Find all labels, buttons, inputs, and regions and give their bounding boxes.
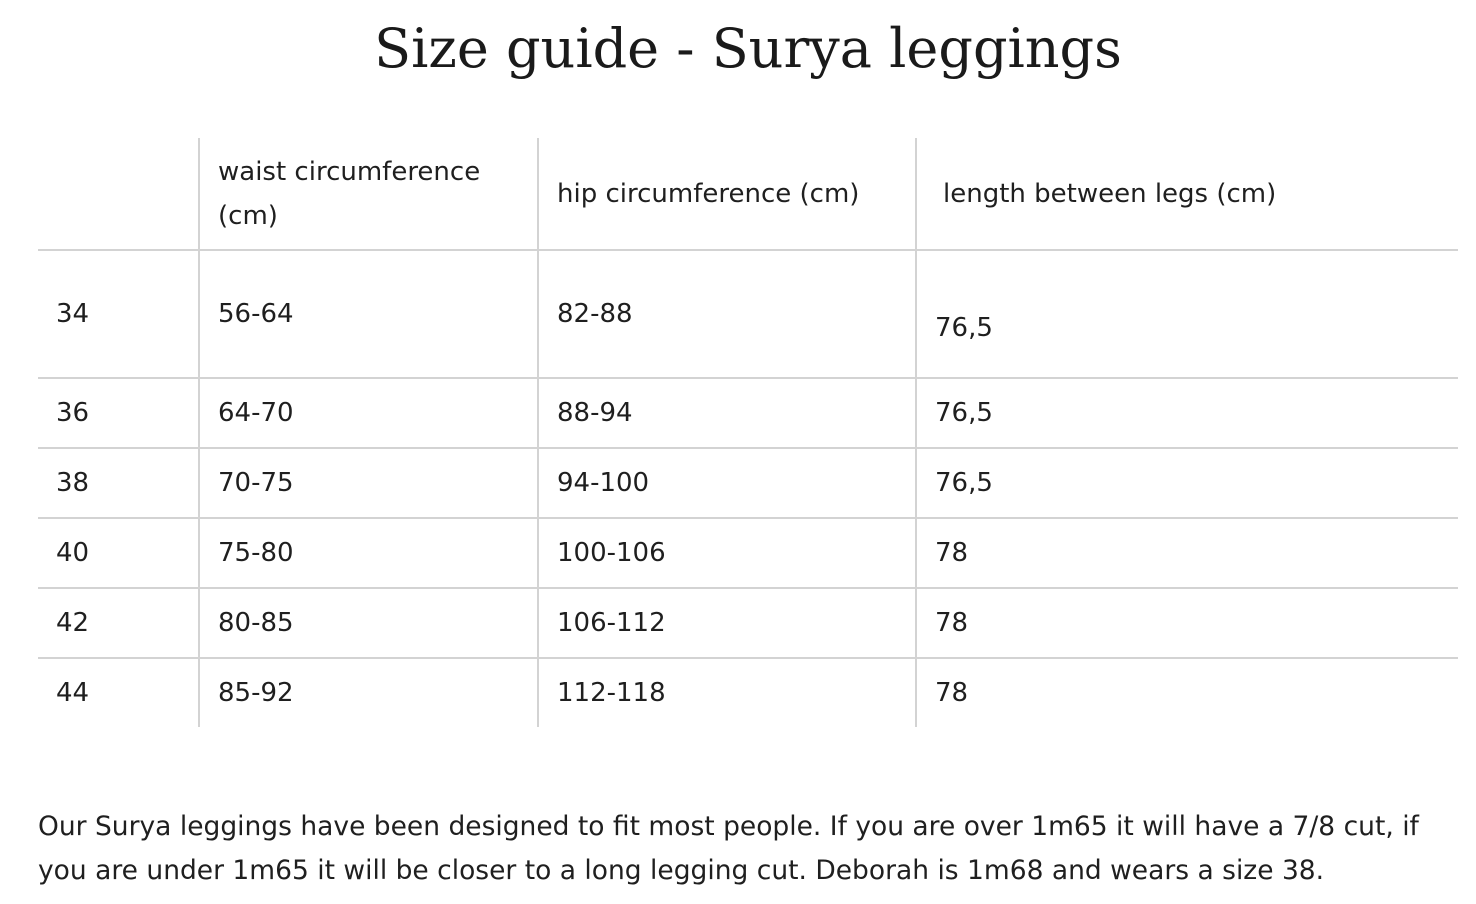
cell-hip: 112-118 [538,658,916,727]
table-row [38,588,1458,658]
cell-waist: 75-80 [199,518,538,588]
fit-note: Our Surya leggings have been designed to fit most people. If you are over 1m65 it will have a 7/8 cut, if you are under 1m65 it will be closer to a long legging cut. Deborah is 1m68 and wears a size 38. [38,811,1419,886]
cell-length: 76,5 [916,448,1458,518]
cell-size: 44 [56,678,90,708]
cell-size: 42 [38,588,199,658]
header-hip: hip circumference (cm) [538,138,916,250]
cell-length: 76,5 [916,378,1458,448]
cell-size: 38 [38,448,199,518]
table-row [38,658,1458,727]
size-table-container [38,138,1458,727]
cell-size: 36 [38,378,199,448]
cell-size: 34 [38,250,199,378]
cell-waist: 70-75 [199,448,538,518]
cell-waist: 80-85 [199,588,538,658]
header-length: length between legs (cm) [916,138,1458,250]
table-row [38,378,1458,448]
header-waist: waist circumference (cm) [199,138,538,250]
cell-size: 40 [38,518,199,588]
cell-hip: 88-94 [538,378,916,448]
cell-length: 78 [916,588,1458,658]
cell-waist: 85-92 [199,658,538,727]
table-row [38,250,1458,378]
cell-hip: 82-88 [538,250,916,378]
table-row [38,448,1458,518]
cell-length: 76,5 [916,250,1458,378]
cell-length: 78 [916,658,1458,727]
table-row [38,518,1458,588]
header-size [38,138,199,250]
cell-hip: 106-112 [538,588,916,658]
size-table [38,138,1458,727]
cell-waist: 56-64 [199,250,538,378]
cell-waist: 64-70 [199,378,538,448]
page-title: Size guide - Surya leggings [374,17,1122,80]
cell-length: 78 [916,518,1458,588]
cell-hip: 94-100 [538,448,916,518]
table-header-row [38,138,1458,250]
cell-hip: 100-106 [538,518,916,588]
